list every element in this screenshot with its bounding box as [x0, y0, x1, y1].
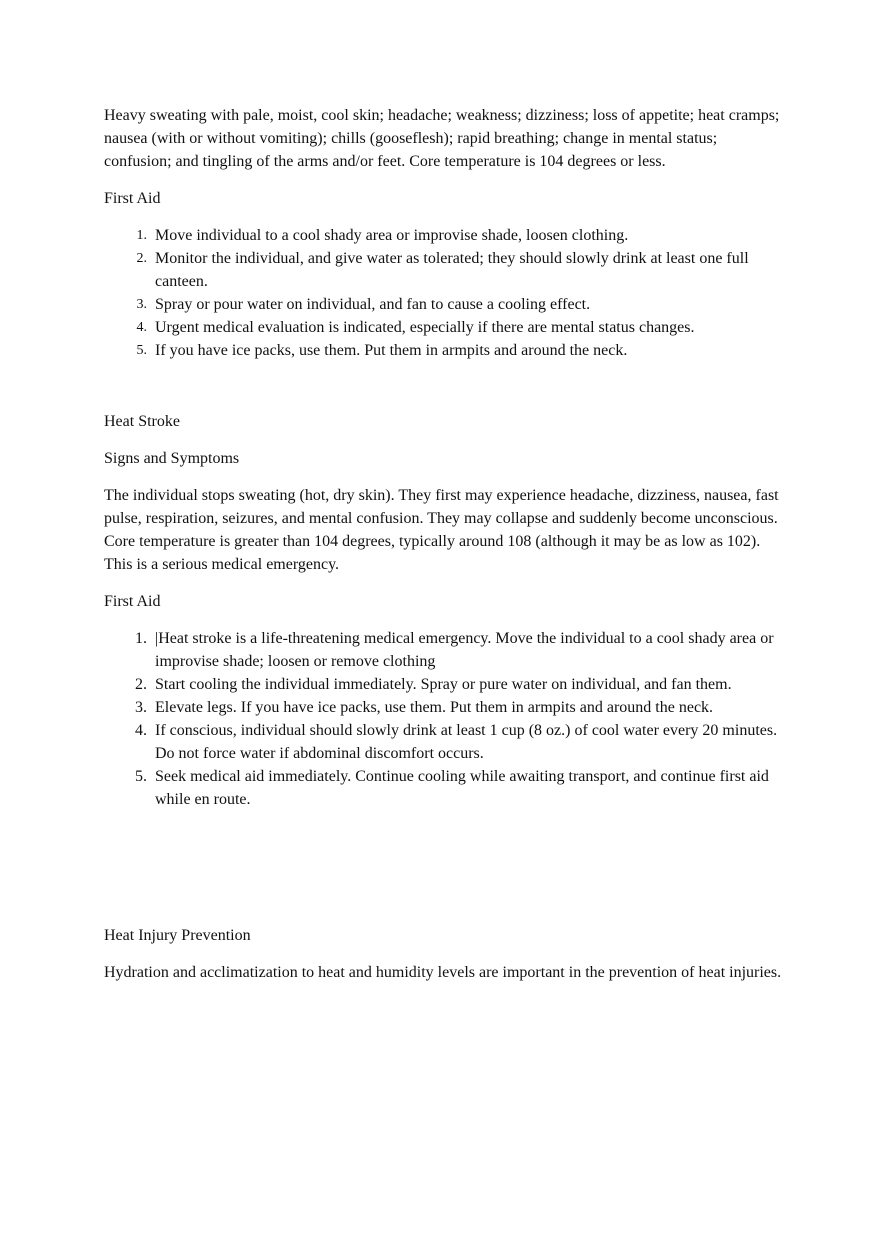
- prevention-title: Heat Injury Prevention: [104, 927, 251, 944]
- signs-heading: Signs and Symptoms: [104, 450, 240, 467]
- list-item: 4. Urgent medical evaluation is indicated, especially if there are mental status changes.: [136, 319, 695, 336]
- spacer: [104, 811, 784, 924]
- spacer: [104, 362, 784, 410]
- list-item: 5. Seek medical aid immediately. Continue cooling while awaiting transport, and continue first aid while en route.: [135, 768, 769, 808]
- first-aid-heading-1: First Aid: [104, 190, 161, 207]
- list-item: 1. Move individual to a cool shady area or improvise shade, loosen clothing.: [136, 227, 629, 244]
- list-item: 2. Start cooling the individual immediately. Spray or pure water on individual, and fan them.: [135, 676, 732, 693]
- heat-stroke-title: Heat Stroke: [104, 413, 180, 430]
- list-item: 2. Monitor the individual, and give water as tolerated; they should slowly drink at least one full canteen.: [136, 250, 749, 290]
- first-aid-list-2: [104, 627, 784, 811]
- heat-exhaustion-symptoms: Heavy sweating with pale, moist, cool skin; headache; weakness; dizziness; loss of appetite; heat cramps; nausea (with or without vomiting); chills (gooseflesh); rapid breathing; change in mental status; confusion; and tingling of the arms and/or feet. Core temperature is 104 degrees or less.: [104, 107, 780, 170]
- list-item: 3. Spray or pour water on individual, and fan to cause a cooling effect.: [136, 296, 591, 313]
- prevention-text: Hydration and acclimatization to heat and humidity levels are important in the prevention of heat injuries.: [104, 964, 782, 981]
- list-item: 1. |Heat stroke is a life-threatening medical emergency. Move the individual to a cool shady area or improvise shade; loosen or remove clothing: [135, 630, 774, 670]
- first-aid-heading-2: First Aid: [104, 593, 161, 610]
- document-page: [104, 104, 784, 998]
- first-aid-list-1: [104, 224, 784, 362]
- list-item: 4. If conscious, individual should slowly drink at least 1 cup (8 oz.) of cool water every 20 minutes. Do not force water if abdominal discomfort occurs.: [135, 722, 778, 762]
- heat-stroke-signs: The individual stops sweating (hot, dry skin). They first may experience headache, dizziness, nausea, fast pulse, respiration, seizures, and mental confusion. They may collapse and suddenly become unconscious. Core temperature is greater than 104 degrees, typically around 108 (although it may be as low as 102). This is a serious medical emergency.: [104, 487, 779, 573]
- list-item: 3. Elevate legs. If you have ice packs, use them. Put them in armpits and around the neck.: [135, 699, 714, 716]
- list-item: 5. If you have ice packs, use them. Put them in armpits and around the neck.: [136, 342, 628, 359]
